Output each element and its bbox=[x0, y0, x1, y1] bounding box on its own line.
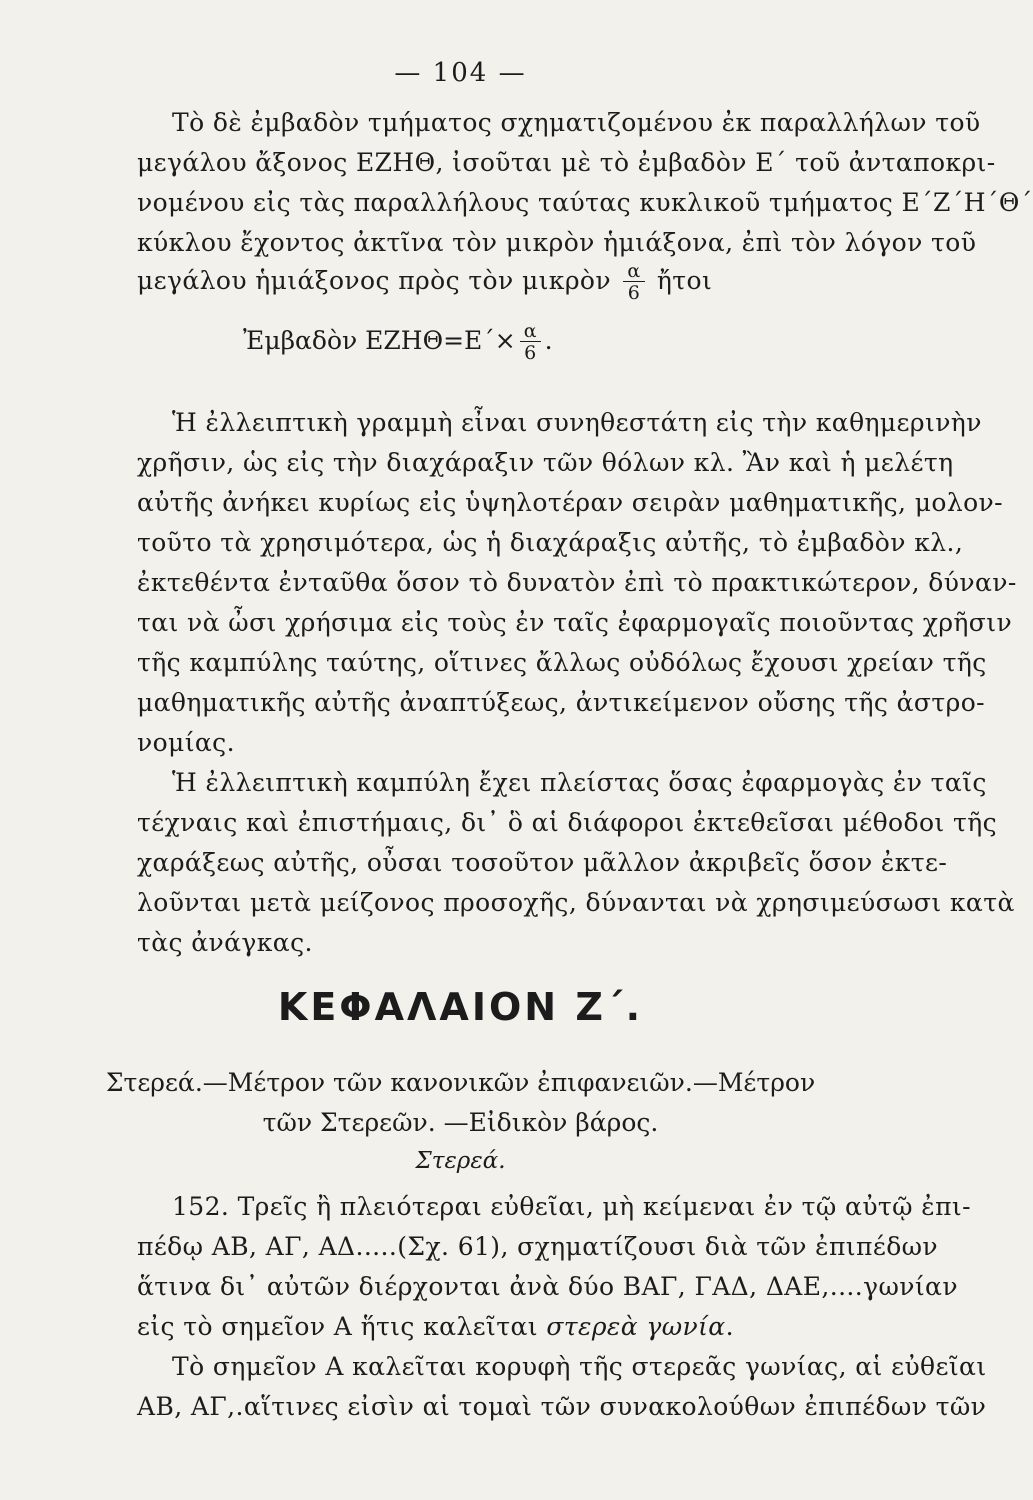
para2-line: αὐτῆς ἀνήκει κυρίως εἰς ὑψηλοτέραν σειρὰν μαθηματικῆς, μολον- bbox=[137, 488, 1003, 517]
para5-line: ΑΒ, ΑΓ,.αἵτινες εἰσὶν αἱ τομαὶ τῶν συνακολούθων ἐπιπέδων τῶν bbox=[137, 1392, 987, 1421]
section-heading: Στερεά. bbox=[415, 1148, 506, 1174]
fraction-numerator: α bbox=[523, 320, 537, 342]
para5-line: Τὸ σημεῖον Α καλεῖται κορυφὴ τῆς στερεᾶς γωνίας, αἱ εὐθεῖαι bbox=[172, 1352, 987, 1381]
para2-line: τοῦτο τὰ χρησιμότερα, ὡς ἡ διαχάραξις αὐτῆς, τὸ ἐμβαδὸν κλ., bbox=[137, 528, 964, 557]
para4-text: . bbox=[725, 1312, 734, 1341]
para2-line: νομίας. bbox=[137, 728, 235, 757]
fraction-denominator: 6 bbox=[623, 281, 644, 303]
para1-text: ἤτοι bbox=[656, 266, 713, 295]
para4-last-line bbox=[137, 1312, 734, 1341]
ratio-fraction bbox=[623, 262, 644, 303]
defined-term: στερεὰ γωνία bbox=[546, 1312, 726, 1341]
para4-line: ἅτινα δι᾽ αὐτῶν διέρχονται ἀνὰ δύο ΒΑΓ, ΓΑΔ, ΔΑΕ,....γωνίαν bbox=[137, 1272, 958, 1301]
para2-line: μαθηματικῆς αὐτῆς ἀναπτύξεως, ἀντικείμενον οὔσης τῆς ἀστρο- bbox=[137, 688, 985, 717]
para3-line: τὰς ἀνάγκας. bbox=[137, 928, 313, 957]
chapter-title: ΚΕΦΑΛΑΙΟΝ Ζ΄. bbox=[277, 985, 644, 1029]
para3-line: Ἡ ἐλλειπτικὴ καμπύλη ἔχει πλείστας ὅσας ἐφαρμογὰς ἐν ταῖς bbox=[172, 768, 987, 797]
formula-fraction bbox=[520, 322, 541, 363]
para1-line: Τὸ δὲ ἐμβαδὸν τμήματος σχηματιζομένου ἐκ παραλλήλων τοῦ bbox=[172, 108, 981, 137]
para2-line: τῆς καμπύλης ταύτης, οἵτινες ἄλλως οὐδόλως ἔχουσι χρείαν τῆς bbox=[137, 648, 987, 677]
formula-text: Ἐμβαδὸν ΕΖΗΘ=Ε΄× bbox=[243, 326, 516, 355]
para1-line: κύκλου ἔχοντος ἀκτῖνα τὸν μικρὸν ἡμιάξονα, ἐπὶ τὸν λόγον τοῦ bbox=[137, 228, 977, 257]
para4-line: 152. Τρεῖς ἢ πλειότεραι εὐθεῖαι, μὴ κείμεναι ἐν τῷ αὐτῷ ἐπι- bbox=[172, 1192, 971, 1221]
para1-line: μεγάλου ἄξονος ΕΖΗΘ, ἰσοῦται μὲ τὸ ἐμβαδὸν Ε΄ τοῦ ἀνταποκρι- bbox=[137, 148, 996, 177]
para2-line: ἐκτεθέντα ἐνταῦθα ὅσον τὸ δυνατὸν ἐπὶ τὸ πρακτικώτερον, δύναν- bbox=[137, 568, 1017, 597]
para2-line: χρῆσιν, ὡς εἰς τὴν διαχάραξιν τῶν θόλων κλ. Ἂν καὶ ἡ μελέτη bbox=[137, 448, 954, 477]
formula-text: . bbox=[544, 326, 553, 355]
para4-text: εἰς τὸ σημεῖον Α ἥτις καλεῖται bbox=[137, 1312, 538, 1341]
chapter-subtitle: Στερεά.—Μέτρον τῶν κανονικῶν ἐπιφανειῶν.—Μέτρον bbox=[105, 1068, 816, 1097]
para3-line: τέχναις καὶ ἐπιστήμαις, δι᾽ ὃ αἱ διάφοροι ἐκτεθεῖσαι μέθοδοι τῆς bbox=[137, 808, 997, 837]
para4-line: πέδῳ ΑΒ, ΑΓ, ΑΔ.....(Σχ. 61), σχηματίζουσι διὰ τῶν ἐπιπέδων bbox=[137, 1232, 939, 1261]
para2-line: ται νὰ ὦσι χρήσιμα εἰς τοὺς ἐν ταῖς ἐφαρμογαῖς ποιοῦντας χρῆσιν bbox=[137, 608, 1013, 637]
page-number: — 104 — bbox=[394, 58, 527, 88]
para1-text: μεγάλου ἡμιάξονος πρὸς τὸν μικρὸν bbox=[137, 266, 611, 295]
para3-line: χαράξεως αὐτῆς, οὖσαι τοσοῦτον μᾶλλον ἀκριβεῖς ὅσον ἐκτε- bbox=[137, 848, 948, 877]
fraction-numerator: α bbox=[627, 260, 641, 282]
chapter-subtitle: τῶν Στερεῶν. —Εἰδικὸν βάρος. bbox=[262, 1108, 659, 1137]
para1-last-line bbox=[137, 262, 712, 303]
para1-line: νομένου εἰς τὰς παραλλήλους ταύτας κυκλικοῦ τμήματος Ε΄Ζ΄Η΄Θ΄ bbox=[137, 188, 1033, 217]
area-formula bbox=[243, 322, 553, 363]
para2-line: Ἡ ἐλλειπτικὴ γραμμὴ εἶναι συνηθεστάτη εἰς τὴν καθημερινὴν bbox=[172, 408, 982, 437]
fraction-denominator: 6 bbox=[520, 341, 541, 363]
para3-line: λοῦνται μετὰ μείζονος προσοχῆς, δύνανται νὰ χρησιμεύσωσι κατὰ bbox=[137, 888, 1015, 917]
